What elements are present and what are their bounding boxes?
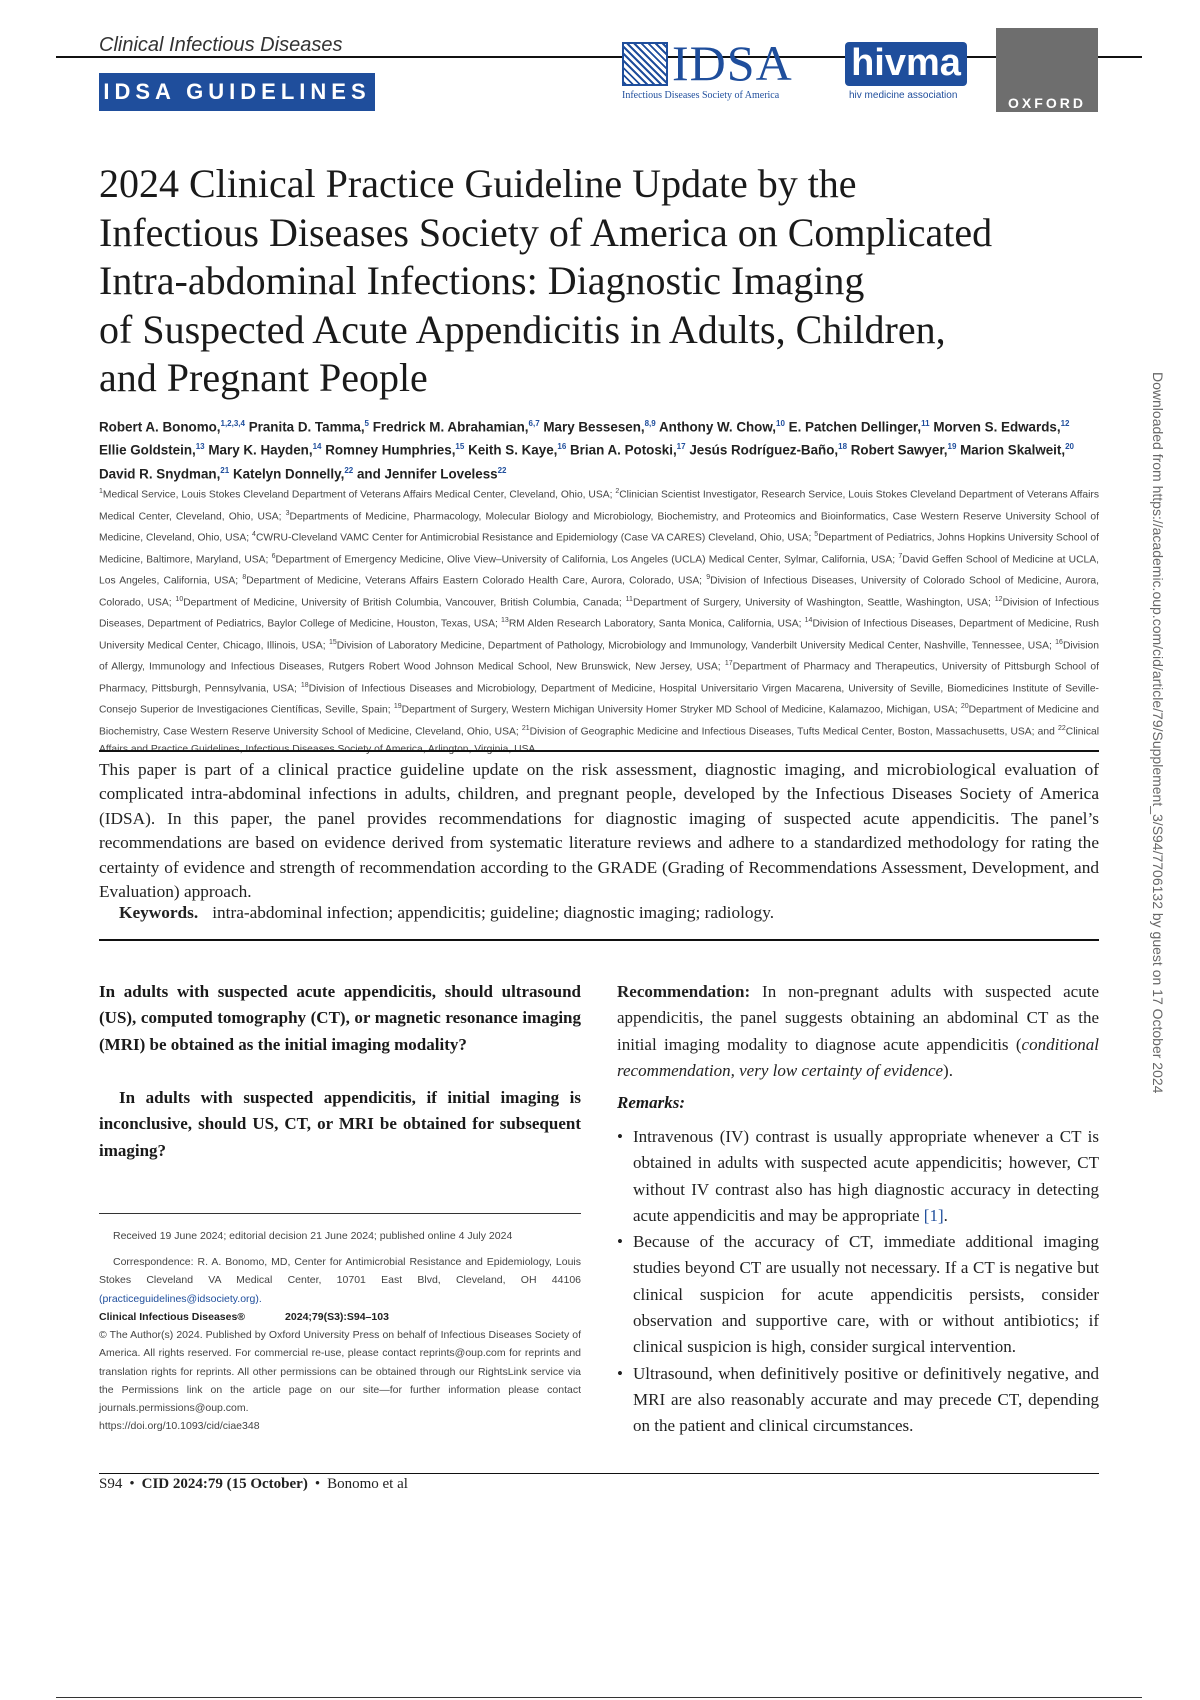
author-name: Brian A. Potoski,: [570, 442, 677, 458]
correspondence-email-link[interactable]: (practiceguidelines@idsociety.org).: [99, 1292, 262, 1305]
affiliation-text: Department of Medicine, University of British Columbia, Vancouver, British Columbia, Canada;: [183, 597, 626, 608]
affiliation-number: 17: [724, 660, 733, 668]
affiliation-text: Department of Pharmacy and Therapeutics, University of Pittsburgh School of Pharmacy, Pittsburgh, Pennsylvania, USA;: [99, 661, 1099, 695]
affiliation-number: 8: [242, 574, 247, 582]
author-name: Fredrick M. Abrahamian,: [372, 419, 529, 435]
idsa-logo-subtitle: Infectious Diseases Society of America: [622, 90, 780, 101]
affiliation-text: Division of Allergy, Immunology and Infectious Diseases, Rutgers Robert Wood Johnson Medical School, New Brunswick, New Jersey, USA;: [99, 640, 1099, 673]
remark-item: • Ultrasound, when definitively positive or definitively negative, and MRI are also reasonably accurate and may precede CT, depending on the patient and clinical circumstances.: [617, 1361, 1099, 1440]
author-name: E. Patchen Dellinger,: [788, 419, 922, 435]
remark-1-text: Intravenous (IV) contrast is usually appropriate whenever a CT is obtained in adults with suspected acute appendicitis; however, CT without IV contrast also has high diagnostic accuracy in detecting acute appendicitis and may be appropriate: [633, 1127, 1099, 1225]
affiliation-number: 11: [625, 595, 633, 603]
remarks-list: [617, 1124, 1099, 1440]
author-name: David R. Snydman,: [99, 466, 221, 482]
affiliation-text: Department of Pediatrics, Johns Hopkins University School of Medicine, Baltimore, Maryland, USA;: [99, 532, 1099, 565]
journal-title: Clinical Infectious Diseases®: [99, 1311, 246, 1323]
affiliation-number: 12: [994, 595, 1003, 603]
author-name: Keith S. Kaye,: [468, 442, 558, 458]
abstract-text: This paper is part of a clinical practice guideline update on the risk assessment, diagnostic imaging, and microbiological evaluation of complicated intra-abdominal infections in adults, children, and pregnant people, developed by the Infectious Diseases Society of America (IDSA). In this paper, the panel provides recommendations for diagnostic imaging of suspected acute appendicitis. The panel’s recommendations are based on evidence derived from systematic literature reviews and adhere to a standardized methodology for rating the certainty of evidence and strength of recommendation according to the GRADE (Grading of Recommendations Assessment, Development, and Evaluation) approach.: [99, 760, 1099, 902]
abstract-bottom-rule: [99, 939, 1099, 941]
author-affiliation-ref[interactable]: 22: [497, 465, 507, 475]
affiliation-number: 3: [285, 509, 290, 517]
affiliation-number: 15: [328, 638, 337, 646]
remark-item: • Because of the accuracy of CT, immediate additional imaging studies beyond CT are usually not necessary. If a CT is negative but clinical suspicion for acute appendicitis persists, consider observation and supportive care, with or without antibiotics; if clinical suspicion is high, consider surgical intervention.: [617, 1229, 1099, 1360]
recommendation: [617, 979, 1099, 1084]
affiliation-text: Division of Infectious Diseases and Microbiology, Department of Medicine, Hospital Universitario Virgen Macarena, University of Seville, Biomedicines Institute of Seville-Consejo Superior de Investigaciones Científicas, Seville, Spain;: [99, 683, 1099, 716]
hivma-logo-subtitle: hiv medicine association: [849, 90, 958, 101]
correspondence: [99, 1253, 581, 1308]
affiliation-text: Departments of Medicine, Pharmacology, Molecular Biology and Microbiology, Biochemistry, and Proteomics and Bioinformatics, Case Western Reserve University School of Medicine, Cleveland, Ohio, USA;: [99, 510, 1099, 544]
affiliation-number: 13: [501, 617, 509, 625]
journal-name: Clinical Infectious Diseases: [99, 34, 343, 56]
author-affiliation-ref[interactable]: 13: [195, 442, 205, 452]
affiliation-text: Division of Laboratory Medicine, Department of Pathology, Microbiology and Immunology, Vanderbilt University Medical Center, Nashville, Tennessee, USA;: [336, 640, 1056, 652]
idsa-logo[interactable]: [622, 35, 832, 102]
key-question-2: In adults with suspected appendicitis, if initial imaging is inconclusive, should US, CT, or MRI be obtained for subsequent imaging?: [99, 1088, 581, 1160]
affiliation-number: 4: [252, 531, 256, 539]
affiliation-text: Department of Surgery, Western Michigan University Homer Stryker MD School of Medicine, Kalamazoo, Michigan, USA;: [401, 704, 961, 716]
affiliation-number: 14: [804, 617, 813, 625]
page-number: S94: [99, 1476, 123, 1492]
author-affiliation-ref[interactable]: 5: [364, 419, 369, 428]
author-name: Robert A. Bonomo,: [99, 419, 221, 435]
author-name: Katelyn Donnelly,: [232, 466, 345, 482]
affiliation-text: Division of Infectious Diseases, University of Colorado School of Medicine, Aurora, Colorado, USA;: [99, 575, 1099, 608]
affiliation-number: 21: [521, 724, 530, 732]
affiliations: [99, 483, 1099, 759]
author-affiliation-ref[interactable]: 17: [676, 442, 686, 452]
affiliation-number: 5: [814, 531, 819, 539]
affiliation-text: Department of Emergency Medicine, Olive View–University of California, Los Angeles (UCLA) Medical Center, Sylmar, California, USA;: [275, 553, 899, 565]
affiliation-text: Division of Infectious Diseases, Department of Pediatrics, Baylor College of Medicine, Houston, Texas, USA;: [99, 597, 1099, 630]
footer-citation: CID 2024:79 (15 October): [141, 1476, 308, 1492]
author-affiliation-ref[interactable]: 15: [455, 442, 465, 452]
author-affiliation-ref[interactable]: 22: [344, 465, 354, 475]
header-rule: [56, 56, 1142, 58]
affiliation-text: Clinician Scientist Investigator, Research Service, Louis Stokes Cleveland Department of Veterans Affairs Medical Center, Cleveland, Ohio, USA;: [99, 489, 1099, 522]
key-question-1: In adults with suspected acute appendicitis, should ultrasound (US), computed tomography (CT), or magnetic resonance imaging (MRI) be obtained as the initial imaging modality?: [99, 982, 581, 1054]
affiliation-number: 1: [99, 488, 103, 495]
author-affiliation-ref[interactable]: 1,2,3,4: [220, 419, 245, 428]
footnote-rule: [99, 1213, 581, 1214]
recommendation-text: In non-pregnant adults with suspected acute appendicitis, the panel suggests obtaining an abdominal CT as the initial imaging modality to diagnose acute appendicitis (: [617, 982, 1099, 1054]
author-affiliation-ref[interactable]: 21: [220, 465, 230, 475]
affiliation-number: 19: [393, 703, 402, 711]
affiliation-text: Department of Surgery, University of Washington, Seattle, Washington, USA;: [632, 597, 995, 608]
remark-item: [617, 1124, 1099, 1229]
footer-author: Bonomo et al: [327, 1476, 408, 1492]
author-name: Mary Bessesen,: [543, 419, 645, 435]
author-affiliation-ref[interactable]: 8,9: [644, 419, 656, 428]
title-line: Infectious Diseases Society of America on Complicated: [99, 209, 993, 255]
author-affiliation-ref[interactable]: 14: [312, 442, 322, 452]
author-affiliation-ref[interactable]: 11: [921, 419, 930, 428]
affiliation-text: Clinical: [1065, 726, 1099, 738]
page-footer: [99, 1476, 408, 1493]
author-name: Anthony W. Chow,: [658, 419, 776, 435]
remarks-heading: Remarks:: [617, 1093, 685, 1112]
author-list: [99, 414, 1099, 484]
affiliation-number: 7: [898, 552, 903, 560]
affiliation-number: 9: [706, 574, 711, 582]
received-dates: Received 19 June 2024; editorial decision 21 June 2024; published online 4 July 2024: [113, 1230, 513, 1242]
download-watermark: Downloaded from https://academic.oup.com/cid/article/79/Supplement_3/S94/7706132 by guest on 17 October 2024: [1150, 372, 1166, 1094]
author-name: Morven S. Edwards,: [933, 419, 1061, 435]
oxford-logo[interactable]: OXFORD: [996, 28, 1098, 112]
affiliation-number: 10: [175, 595, 184, 603]
title-line: 2024 Clinical Practice Guideline Update by the: [99, 161, 857, 206]
doi-link[interactable]: https://doi.org/10.1093/cid/ciae348: [99, 1420, 260, 1432]
section-tag: IDSA GUIDELINES: [99, 73, 375, 111]
affiliation-text: CWRU-Cleveland VAMC Center for Antimicrobial Resistance and Epidemiology (Case VA CARES) Cleveland, Ohio, USA;: [255, 532, 815, 544]
author-name: Pranita D. Tamma,: [248, 419, 365, 435]
article-title: [99, 160, 1079, 403]
abstract-top-rule: [99, 750, 1099, 752]
page-bottom-rule: [56, 1697, 1142, 1698]
keywords: [119, 903, 774, 923]
hivma-logo[interactable]: [845, 42, 967, 102]
author-affiliation-ref[interactable]: 16: [557, 442, 567, 452]
affiliation-text: Division of Infectious Diseases, Department of Medicine, Rush University Medical Center, Chicago, Illinois, USA;: [99, 618, 1099, 652]
reference-link[interactable]: [1]: [923, 1205, 944, 1225]
footer-separator: •: [314, 1476, 321, 1492]
affiliation-number: 16: [1055, 638, 1063, 646]
keywords-text: intra-abdominal infection; appendicitis; guideline; diagnostic imaging; radiology.: [212, 903, 775, 922]
recommendation-end: ).: [943, 1060, 953, 1080]
affiliation-number: 2: [615, 488, 620, 495]
keywords-label: Keywords.: [119, 903, 199, 922]
correspondence-text: Correspondence: R. A. Bonomo, MD, Center for Antimicrobial Resistance and Epidemiology, Louis Stokes Cleveland VA Medical Center, 10701 East Blvd, Cleveland, OH 44106: [99, 1256, 581, 1287]
affiliation-text: Medical Service, Louis Stokes Cleveland Department of Veterans Affairs Medical Center, Cleveland, Ohio, USA;: [102, 489, 616, 501]
affiliation-number: 20: [960, 703, 969, 711]
author-name: Robert Sawyer,: [850, 442, 948, 458]
author-affiliation-ref[interactable]: 10: [776, 419, 785, 428]
hivma-logo-text: hivma: [845, 42, 967, 86]
author-name: Marion Skalweit,: [960, 442, 1066, 458]
author-affiliation-ref[interactable]: 12: [1060, 419, 1070, 428]
author-name: Mary K. Hayden,: [208, 442, 313, 458]
title-line: of Suspected Acute Appendicitis in Adults, Children,: [99, 306, 946, 352]
author-name: Jesús Rodríguez-Baño,: [689, 442, 839, 458]
affiliation-text: Department of Medicine and Biochemistry, Case Western Reserve University School of Medicine, Cleveland, Ohio, USA;: [99, 704, 1099, 738]
author-affiliation-ref[interactable]: 6,7: [528, 419, 540, 428]
idsa-logo-text: IDSA: [672, 35, 793, 91]
affiliation-number: 18: [300, 681, 309, 689]
recommendation-strength: conditional recommendation, very low certainty of evidence: [617, 1034, 1099, 1080]
footer-rule: [99, 1473, 1099, 1474]
affiliation-number: 6: [271, 552, 276, 560]
idsa-emblem-icon: [622, 42, 668, 86]
affiliation-text: David Geffen School of Medicine at UCLA, Los Angeles, California, USA;: [99, 553, 1099, 587]
journal-citation: [99, 1308, 581, 1326]
affiliation-text: Department of Medicine, Veterans Affairs Eastern Colorado Health Care, Aurora, Colorado, USA;: [246, 575, 707, 587]
affiliation-text: RM Alden Research Laboratory, Santa Monica, California, USA;: [508, 618, 805, 630]
author-name: Ellie Goldstein,: [99, 442, 196, 458]
title-line: Intra-abdominal Infections: Diagnostic Imaging: [99, 258, 865, 303]
footer-separator: •: [129, 1476, 135, 1492]
copyright-notice: © The Author(s) 2024. Published by Oxford University Press on behalf of Infectious Diseases Society of America. All rights reserved. For commercial re-use, please contact reprints@oup.com for reprints and translation rights for reprints. All other permissions can be obtained through our RightsLink service via the Permissions link on the article page on our site—for further information please contact journals.permissions@oup.com.: [99, 1329, 581, 1415]
affiliation-number: 22: [1058, 724, 1066, 732]
author-name: Romney Humphries,: [325, 442, 456, 458]
remark-1-end: .: [943, 1205, 948, 1225]
author-name: and Jennifer Loveless: [356, 466, 498, 482]
author-affiliation-ref[interactable]: 19: [947, 442, 957, 452]
recommendation-label: Recommendation:: [617, 982, 751, 1001]
author-affiliation-ref[interactable]: 18: [838, 442, 848, 452]
journal-pages: 2024;79(S3):S94–103: [285, 1311, 389, 1323]
affiliation-text: Division of Geographic Medicine and Infectious Diseases, Tufts Medical Center, Boston, Massachusetts, USA; and: [529, 726, 1058, 738]
title-line: and Pregnant People: [99, 355, 428, 400]
author-affiliation-ref[interactable]: 20: [1065, 442, 1074, 452]
